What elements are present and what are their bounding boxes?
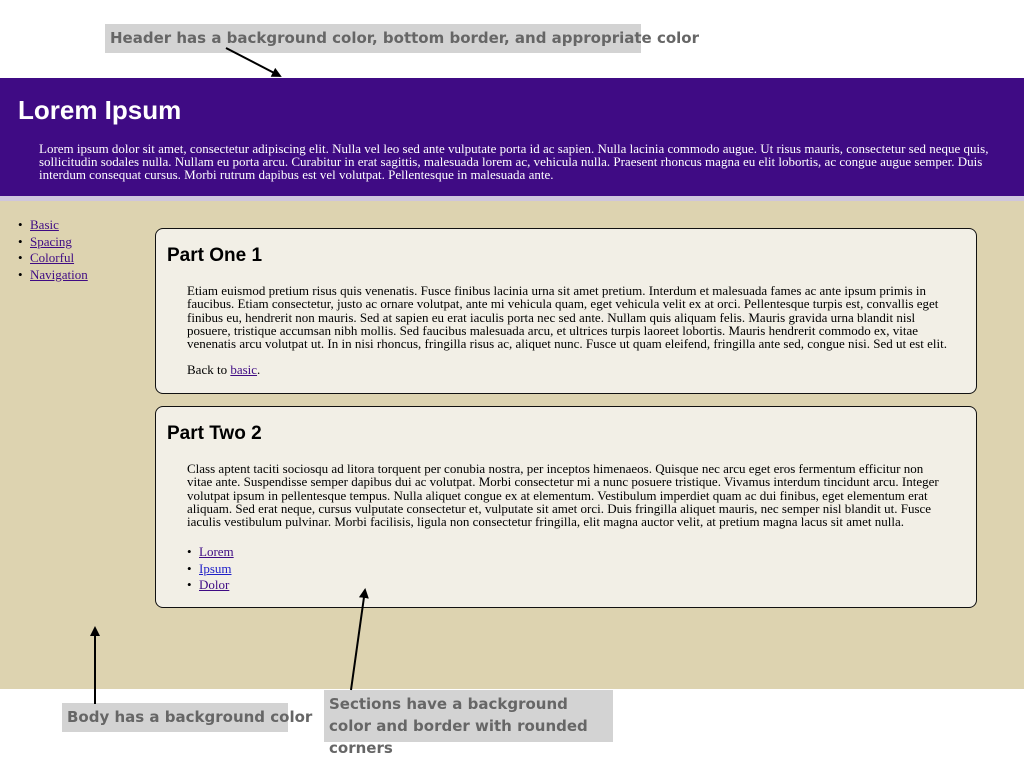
back-to-line bbox=[187, 362, 260, 378]
section-title: Part One 1 bbox=[167, 245, 263, 266]
section-title: Part Two 2 bbox=[167, 423, 262, 444]
page-body bbox=[0, 78, 1024, 689]
sidebar-nav bbox=[18, 217, 88, 283]
nav-link-spacing[interactable]: Spacing bbox=[30, 233, 72, 249]
list-item bbox=[187, 561, 234, 578]
nav-item-navigation bbox=[18, 267, 88, 284]
site-intro: Lorem ipsum dolor sit amet, consectetur adipiscing elit. Nulla vel leo sed ante vulputate porta id ac sapien. Nulla lacinia commodo augue. Ut risus mauris, consectetur sed neque quis, sollicitudin sodales nulla. Nullam eu porta arcu. Curabitur in erat sagittis, malesuada lorem ac, vehicula nulla. Praesent rhoncus magna eu elit lobortis, ac congue augue semper. Duis interdum consequat cursus. Morbi rutrum dapibus est vel volutpat. Pellentesque in malesuada ante. bbox=[39, 141, 989, 182]
list-item bbox=[187, 544, 234, 561]
site-title: Lorem Ipsum bbox=[18, 95, 182, 125]
annotation-sections: Sections have a background color and border with rounded corners bbox=[324, 690, 613, 742]
section-part-one bbox=[155, 228, 977, 394]
back-to-suffix: . bbox=[257, 362, 261, 377]
list-item bbox=[187, 577, 234, 594]
nav-item-colorful bbox=[18, 250, 88, 267]
section-part-two bbox=[155, 406, 977, 608]
nav-item-basic bbox=[18, 217, 88, 234]
nav-item-spacing bbox=[18, 234, 88, 251]
site-header bbox=[0, 78, 1024, 201]
back-to-prefix: Back to bbox=[187, 362, 231, 377]
nav-link-colorful[interactable]: Colorful bbox=[30, 250, 75, 265]
back-to-basic-link[interactable]: basic bbox=[230, 362, 258, 377]
nav-link-basic[interactable]: Basic bbox=[30, 217, 59, 232]
annotation-header: Header has a background color, bottom border, and appropriate color bbox=[105, 24, 641, 53]
link-dolor[interactable]: Dolor bbox=[199, 577, 230, 592]
link-ipsum[interactable]: Ipsum bbox=[199, 560, 232, 576]
section-body: Etiam euismod pretium risus quis venenatis. Fusce finibus lacinia urna sit amet pretium. Interdum et malesuada fames ac ante ipsum primis in faucibus. Etiam consectetur, justo ac ornare volutpat, ante mi vehicula quam, eget vehicula velit ex at orci. Pellentesque turpis est, convallis eget finibus eu, hendrerit non mauris. Sed at sapien eu erat iaculis porta nec sed ante. Nullam quis aliquam felis. Mauris gravida urna blandit nisl posuere, tristique accumsan nibh mollis. Sed faucibus malesuada arcu, et ultrices turpis laoreet lobortis. Mauris hendrerit commodo ex, vitae venenatis arcu volutpat ut. In in nisi rhoncus, fringilla risus ac, aliquet nunc. Fusce ut quam eleifend, fringilla ante sed, congue nisi. Sed ut est elit. bbox=[187, 283, 947, 352]
nav-link-navigation[interactable]: Navigation bbox=[30, 266, 88, 282]
section-link-list bbox=[187, 544, 234, 594]
annotation-body: Body has a background color bbox=[62, 703, 288, 732]
section-body: Class aptent taciti sociosqu ad litora torquent per conubia nostra, per inceptos himenaeos. Quisque nec arcu eget eros fermentum efficitur non vitae ante. Suspendisse semper dapibus dui ac volutpat. Morbi consectetur mi a nunc posuere tristique. Vivamus interdum tincidunt arcu. Integer volutpat ipsum in pellentesque tempus. Nulla aliquet congue ex at elementum. Vestibulum imperdiet quam ac dui finibus, eget elementum erat aliquam. Sed erat neque, cursus vulputate consectetur et, vulputate sit amet orci. Duis fringilla aliquet mauris, nec semper nisl blandit ut. Fusce iaculis vestibulum pulvinar. Morbi facilisis, ligula non consectetur fringilla, elit magna auctor velit, at pretium magna lacus sit amet nulla. bbox=[187, 461, 939, 530]
link-lorem[interactable]: Lorem bbox=[199, 544, 234, 559]
